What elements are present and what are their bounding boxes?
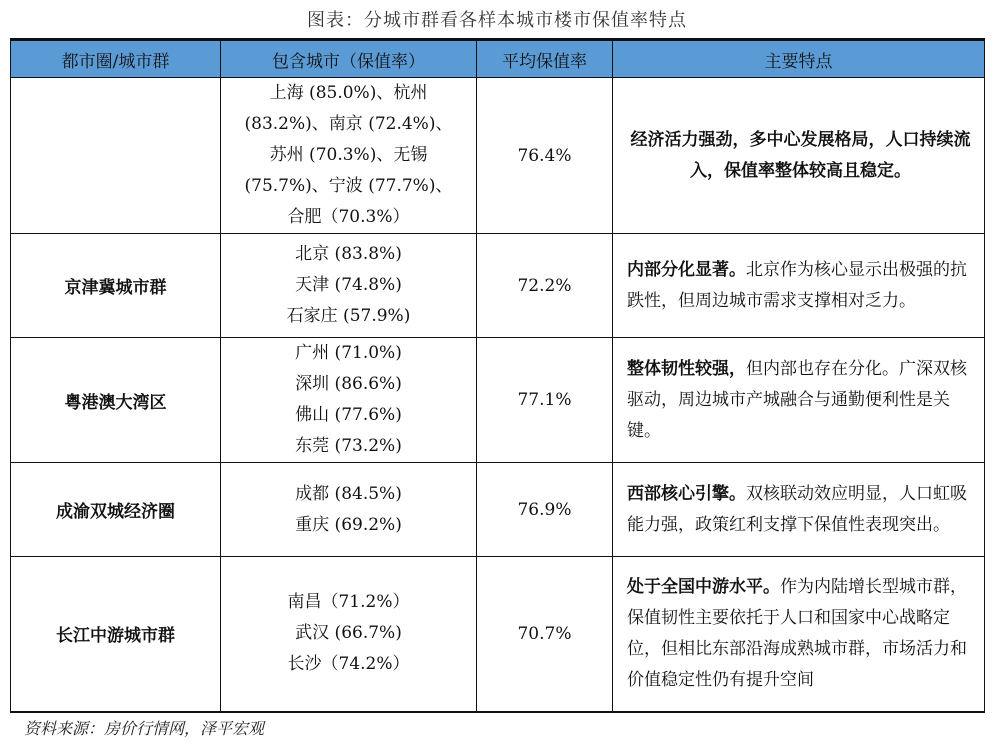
- feature-highlight: 整体韧性较强，: [627, 358, 746, 379]
- table-row: [11, 78, 985, 234]
- avg-retention-cell: 76.4%: [477, 78, 613, 234]
- feature-text: 但内部也存在分化。广深双核驱动，周边城市产城融合与通勤便利性是关键。: [627, 358, 967, 441]
- city-line: 重庆 (69.2%): [295, 514, 402, 535]
- feature-text: 北京作为核心显示出极强的抗跌性，但周边城市需求支撑相对乏力。: [627, 259, 967, 311]
- city-line: (75.7%)、宁波 (77.7%)、: [244, 176, 453, 196]
- cities-cell: [221, 234, 477, 338]
- city-line: 上海 (85.0%)、杭州: [269, 83, 428, 103]
- feature-cell: [613, 338, 985, 463]
- header-region: 都市圈/城市群: [11, 40, 221, 78]
- city-line: 佛山 (77.6%): [295, 405, 402, 425]
- city-line: 南昌（71.2%）: [287, 592, 410, 613]
- cities-cell: [221, 557, 477, 712]
- data-table: [10, 38, 985, 713]
- table-row: [11, 234, 985, 338]
- region-cell: 成渝双城经济圈: [11, 463, 221, 557]
- table-container: [10, 38, 984, 713]
- city-line: 石家庄 (57.9%): [286, 306, 411, 326]
- table-row: [11, 338, 985, 463]
- feature-text: 双核联动效应明显，人口虹吸能力强，政策红利支撑下保值性表现突出。: [627, 483, 967, 535]
- city-line: 北京 (83.8%): [295, 244, 402, 264]
- table-row: [11, 557, 985, 712]
- city-line: 长沙（74.2%）: [287, 654, 410, 675]
- feature-cell: [613, 463, 985, 557]
- table-caption: 图表：分城市群看各样本城市楼市保值率特点: [307, 10, 687, 31]
- header-features: 主要特点: [613, 40, 985, 78]
- region-cell: 京津冀城市群: [11, 234, 221, 338]
- city-line: (83.2%)、南京 (72.4%)、: [244, 114, 453, 134]
- table-row: [11, 463, 985, 557]
- feature-highlight: 经济活力强劲，多中心发展格局，人口持续流入，保值率整体较高且稳定。: [630, 129, 971, 181]
- feature-highlight: 内部分化显著。: [627, 259, 746, 280]
- city-line: 东莞 (73.2%): [295, 436, 402, 456]
- cities-cell: [221, 338, 477, 463]
- feature-highlight: 西部核心引擎。: [627, 483, 746, 504]
- avg-retention-cell: 76.9%: [477, 463, 613, 557]
- region-cell: 粤港澳大湾区: [11, 338, 221, 463]
- avg-retention-cell: 70.7%: [477, 557, 613, 712]
- city-line: 武汉 (66.7%): [295, 623, 402, 644]
- feature-cell: [613, 557, 985, 712]
- header-avg: 平均保值率: [477, 40, 613, 78]
- avg-retention-cell: 77.1%: [477, 338, 613, 463]
- city-line: 深圳 (86.6%): [295, 374, 402, 394]
- city-line: 成都 (84.5%): [295, 483, 402, 504]
- feature-cell: [613, 78, 985, 234]
- header-cities: 包含城市（保值率）: [221, 40, 477, 78]
- feature-text: 作为内陆增长型城市群，保值韧性主要依托于人口和国家中心战略定位，但相比东部沿海成熟城市群，市场活力和价值稳定性仍有提升空间: [627, 576, 967, 690]
- cities-cell: [221, 78, 477, 234]
- header-row: [11, 40, 985, 78]
- feature-highlight: 处于全国中游水平。: [627, 576, 780, 597]
- avg-retention-cell: 72.2%: [477, 234, 613, 338]
- city-line: 合肥（70.3%）: [287, 207, 410, 227]
- source-note: 资料来源：房价行情网，泽平宏观: [24, 719, 265, 738]
- city-line: 天津 (74.8%): [295, 275, 402, 295]
- city-line: 广州 (71.0%): [295, 343, 402, 363]
- region-cell: [11, 78, 221, 234]
- cities-cell: [221, 463, 477, 557]
- feature-cell: [613, 234, 985, 338]
- region-cell: 长江中游城市群: [11, 557, 221, 712]
- city-line: 苏州 (70.3%)、无锡: [269, 145, 428, 165]
